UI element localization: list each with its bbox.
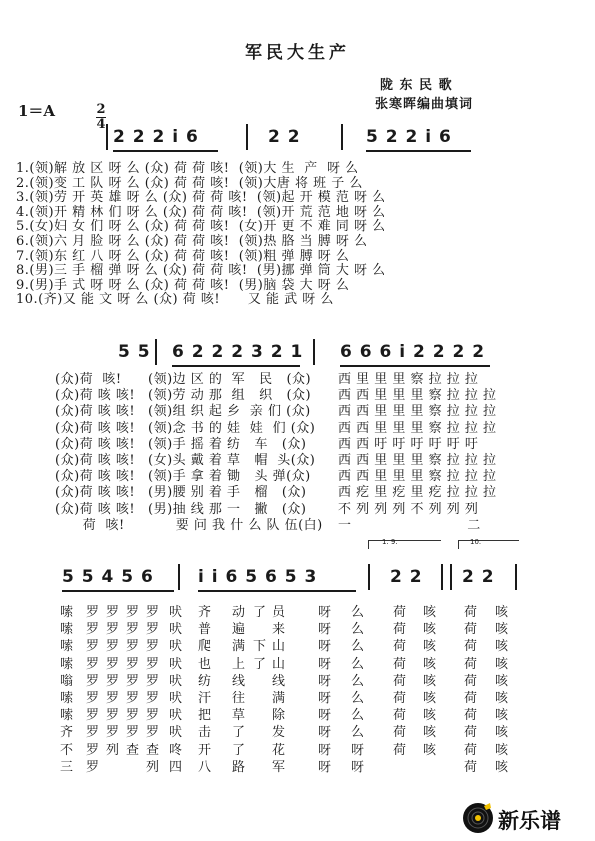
lyric-column: 齐 普 爬 也 纺 汗 把 击 开 八 (198, 605, 212, 775)
lyric-line: 要 问 我 什 么 队 伍(白) (148, 517, 323, 533)
lyric-column: 罗 罗 罗 罗 罗 罗 罗 罗 查 (126, 605, 140, 758)
lyric-line: (男)腰 别 着 手 榴 (众) (148, 485, 307, 501)
beam (340, 365, 490, 367)
vinyl-record-icon (462, 802, 494, 834)
volta-bracket-2 (458, 540, 519, 549)
system3-measure-2: i i 6 5 6 5 3 (198, 567, 318, 587)
song-title: 军民大生产 (245, 43, 350, 63)
barline (178, 564, 180, 590)
lyric-column: 荷 荷 荷 荷 荷 荷 荷 荷 荷 (393, 605, 407, 758)
volta-label-2: 10. (470, 538, 482, 546)
key-signature: 1＝A (18, 102, 56, 120)
system3-measure-3: 2 2 (390, 567, 423, 587)
lyric-column: 咳 咳 咳 咳 咳 咳 咳 咳 咳 咳 (495, 605, 509, 775)
lyric-column: 么 么 么 么 么 么 么 么 呀 呀 (351, 605, 365, 775)
system1-measure-3: 5 2 2 i 6 (366, 127, 452, 147)
lyric-column: 呀 呀 呀 呀 呀 呀 呀 呀 呀 呀 (318, 605, 332, 775)
barline (155, 339, 157, 365)
system2-measure-1: 5 5 (118, 342, 151, 362)
lyric-line: 8.(男)三 手 榴 弹 呀 么 (众) 荷 荷 咳! (男)挪 弹 筒 大 呀 么 (16, 263, 386, 279)
beam (113, 150, 218, 152)
lyric-line: 西 西 里 里 里 察 拉 拉 拉 (338, 388, 497, 404)
lyric-line: (领)手 摇 着 纺 车 (众) (148, 436, 307, 452)
lyric-line: 荷 咳! (55, 517, 125, 533)
arranger-credit: 张寒晖编曲填词 (375, 97, 474, 112)
lyric-line: (领)边 区 的 军 民 (众) (148, 372, 312, 387)
beam (366, 150, 471, 152)
lyric-line: (众)荷 咳 咳! (55, 501, 136, 517)
lyric-line: (领)手 拿 着 锄 头 弹(众) (148, 469, 311, 485)
lyric-line: (众)荷 咳! (55, 372, 122, 387)
lyric-line: 西 西 里 里 里 察 拉 拉 拉 (338, 404, 497, 420)
time-beats: 2 (96, 102, 106, 117)
beam (172, 365, 300, 367)
lyric-line: 1.(领)解 放 区 呀 么 (众) 荷 荷 咳! (领)大 生 产 呀 么 (16, 161, 359, 176)
lyric-line: (领)念 书 的 娃 娃 们 (众) (148, 420, 316, 436)
brand-logo (462, 802, 587, 836)
lyric-column: 吠 吠 吠 吠 吠 吠 吠 吠 咚 四 (169, 605, 183, 775)
lyric-line: (众)荷 咳 咳! (55, 420, 136, 436)
lyric-line: (众)荷 咳 咳! (55, 469, 136, 485)
lyric-line: 西 西 里 里 里 察 拉 拉 拉 (338, 453, 497, 469)
barline (313, 339, 315, 365)
beam (198, 590, 356, 592)
barline (368, 564, 370, 590)
lyric-line: 10.(齐)又 能 文 呀 么 (众) 荷 咳! 又 能 武 呀 么 (16, 292, 334, 308)
system2-lyrics-col1 (55, 372, 135, 534)
system1-lyrics (16, 162, 386, 308)
lyric-line: 5.(女)妇 女 们 呀 么 (众) 荷 荷 咳! (女)开 更 不 难 同 呀 么 (16, 219, 386, 235)
lyric-line: 西 西 里 里 里 察 拉 拉 拉 (338, 420, 497, 436)
lyric-column: 罗 罗 罗 罗 罗 罗 罗 罗 列 (106, 605, 120, 758)
time-signature (96, 103, 106, 132)
barline (450, 564, 452, 590)
logo-text: 新乐谱 (498, 809, 561, 833)
system2-lyrics-col3 (338, 372, 497, 534)
lyric-line: (众)荷 咳 咳! (55, 388, 136, 404)
beam (62, 590, 174, 592)
lyric-column: 了 下 了 (253, 605, 267, 672)
barline (441, 564, 443, 590)
origin-credit: 陇 东 民 歌 (380, 78, 453, 93)
lyric-line: 2.(领)变 工 队 呀 么 (众) 荷 荷 咳! (领)大唐 将 班 子 么 (16, 175, 363, 191)
lyric-line: (女)头 戴 着 草 帽 头(众) (148, 453, 316, 469)
lyric-line: 一 二 (338, 517, 481, 533)
lyric-line: (众)荷 咳 咳! (55, 436, 136, 452)
lyric-line: (众)荷 咳 咳! (55, 404, 136, 420)
lyric-line: 西 西 吁 吁 吁 吁 吁 吁 (338, 436, 479, 452)
barline (515, 564, 517, 590)
lyric-line: 7.(领)东 红 八 呀 么 (众) 荷 荷 咳! (领)粗 弹 膊 呀 么 (16, 248, 350, 264)
lyric-column: 动 遍 满 上 线 往 草 了 了 路 (232, 605, 246, 775)
barline (341, 124, 343, 150)
lyric-column: 咳 咳 咳 咳 咳 咳 咳 咳 咳 (423, 605, 437, 758)
lyric-line: (领)劳 动 那 组 织 (众) (148, 388, 312, 404)
barline (246, 124, 248, 150)
lyric-column: 嗦 嗦 嗦 嗦 嗡 嗦 嗦 齐 不 三 (60, 605, 74, 775)
barline (106, 124, 108, 150)
lyric-line: 9.(男)手 式 呀 呀 么 (众) 荷 荷 咳! (男)脑 袋 大 呀 么 (16, 277, 350, 293)
lyric-line: 西 疙 里 疙 里 疙 拉 拉 拉 (338, 485, 497, 501)
system2-measure-3: 6 6 6 i 2 2 2 2 (340, 342, 486, 362)
system1-measure-2: 2 2 (268, 127, 301, 147)
volta-bracket-1 (368, 540, 441, 549)
system3-measure-4: 2 2 (462, 567, 495, 587)
lyric-column: 罗 罗 罗 罗 罗 罗 罗 罗 罗 罗 (86, 605, 100, 775)
system2-lyrics-col2 (148, 372, 323, 534)
time-unit: 4 (96, 117, 106, 132)
lyric-line: 西 西 里 里 里 察 拉 拉 拉 (338, 469, 497, 485)
lyric-line: 3.(领)劳 开 英 雄 呀 么 (众) 荷 荷 咳! (领)起 开 模 范 呀 么 (16, 190, 386, 206)
lyric-line: (领)组 织 起 乡 亲 们 (众) (148, 404, 311, 420)
volta-label-1: 1. 9. (382, 538, 398, 546)
lyric-column: 罗 罗 罗 罗 罗 罗 罗 罗 查 列 (146, 605, 160, 775)
system3-measure-1: 5 5 4 5 6 (62, 567, 154, 587)
lyric-column: 员 来 山 山 线 满 除 发 花 军 (272, 605, 286, 775)
lyric-line: 不 列 列 列 不 列 列 列 (338, 501, 479, 517)
lyric-line: 西 里 里 里 察 拉 拉 拉 (338, 372, 479, 387)
system1-measure-1: 2 2 2 i 6 (113, 127, 199, 147)
system2-measure-2: 6 2 2 2 3 2 1 (172, 342, 304, 362)
lyric-line: 6.(领)六 月 脸 呀 么 (众) 荷 荷 咳! (领)热 胳 当 膊 呀 么 (16, 233, 368, 249)
lyric-column: 荷 荷 荷 荷 荷 荷 荷 荷 荷 荷 (464, 605, 478, 775)
lyric-line: (众)荷 咳 咳! (55, 453, 136, 469)
lyric-line: (众)荷 咳 咳! (55, 485, 136, 501)
lyric-line: (男)抽 线 那 一 撇 (众) (148, 501, 307, 517)
lyric-line: 4.(领)开 精 林 们 呀 么 (众) 荷 荷 咳! (领)开 荒 范 地 呀 么 (16, 204, 386, 220)
